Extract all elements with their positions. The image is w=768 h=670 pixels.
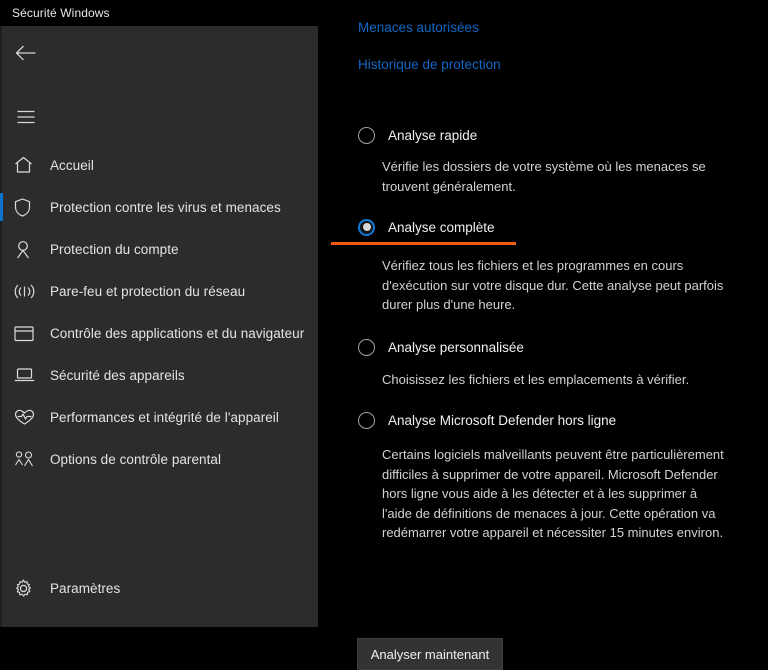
sidebar-item-device-performance-health[interactable] <box>0 396 318 438</box>
radio-button[interactable] <box>358 127 375 144</box>
link-protection-history[interactable]: Historique de protection <box>358 57 501 72</box>
window-icon <box>14 325 44 342</box>
scan-option-header[interactable] <box>318 122 768 148</box>
sidebar-item-label: Protection contre les virus et menaces <box>50 199 281 215</box>
heart-pulse-icon <box>14 409 44 426</box>
sidebar-item-device-security[interactable] <box>0 354 318 396</box>
sidebar-item-label: Sécurité des appareils <box>50 367 185 383</box>
back-button[interactable] <box>6 36 46 70</box>
selection-accent <box>0 574 3 602</box>
sidebar-item-virus-threat-protection[interactable] <box>0 186 318 228</box>
family-icon <box>14 450 44 468</box>
sidebar-item-app-browser-control[interactable] <box>0 312 318 354</box>
radio-button[interactable] <box>358 339 375 356</box>
sidebar-item-label: Protection du compte <box>50 241 179 257</box>
scan-option-label: Analyse rapide <box>388 127 478 143</box>
sidebar-item-label: Options de contrôle parental <box>50 451 222 467</box>
sidebar-item-account-protection[interactable] <box>0 228 318 270</box>
selection-accent <box>0 193 3 221</box>
scan-option-offline[interactable] <box>318 407 768 543</box>
selection-accent <box>0 361 3 389</box>
link-allowed-threats[interactable]: Menaces autorisées <box>358 20 479 35</box>
laptop-icon <box>14 367 44 383</box>
selection-accent <box>0 319 3 347</box>
selection-accent <box>0 277 3 305</box>
selection-accent <box>0 151 3 179</box>
sidebar-bottom <box>0 567 318 609</box>
hamburger-menu-icon <box>17 110 35 124</box>
sidebar <box>0 26 318 627</box>
scan-option-header[interactable] <box>318 214 768 240</box>
sidebar-item-label: Contrôle des applications et du navigateur <box>50 325 305 341</box>
hamburger-menu-button[interactable] <box>6 100 46 134</box>
sidebar-item-family-options[interactable] <box>0 438 318 480</box>
scan-option-header[interactable] <box>318 407 768 433</box>
gear-icon <box>14 579 44 598</box>
scan-option-custom[interactable] <box>318 335 768 390</box>
scan-option-description: Vérifiez tous les fichiers et les programmes en cours d'exécution sur votre disque dur. Cette analyse peut parfois durer plus d'une heure. <box>382 258 724 312</box>
sidebar-nav-list <box>0 144 318 480</box>
highlight-underline <box>331 242 516 245</box>
scan-option-full[interactable] <box>318 214 768 315</box>
sidebar-item-label: Paramètres <box>50 580 121 596</box>
wifi-icon <box>14 283 44 300</box>
scan-option-quick[interactable] <box>318 122 768 196</box>
sidebar-item-label: Pare-feu et protection du réseau <box>50 283 246 299</box>
radio-button[interactable] <box>358 412 375 429</box>
selection-accent <box>0 403 3 431</box>
selection-accent <box>0 235 3 263</box>
back-arrow-icon <box>15 45 37 61</box>
scan-option-label: Analyse complète <box>388 219 495 235</box>
sidebar-item-home[interactable] <box>0 144 318 186</box>
scan-options-group <box>318 122 768 543</box>
scan-option-label: Analyse personnalisée <box>388 340 524 355</box>
scan-now-button[interactable]: Analyser maintenant <box>357 638 503 670</box>
sidebar-item-label: Accueil <box>50 157 94 173</box>
scan-option-description: Choisissez les fichiers et les emplacements à vérifier. <box>382 371 690 387</box>
scan-option-header[interactable] <box>318 335 768 361</box>
main-content <box>318 20 768 662</box>
shield-icon <box>14 198 44 217</box>
selection-accent <box>0 445 3 473</box>
sidebar-item-settings[interactable] <box>0 567 318 609</box>
sidebar-item-firewall-network[interactable] <box>0 270 318 312</box>
person-icon <box>14 240 44 259</box>
scan-option-description: Certains logiciels malveillants peuvent être particulièrement difficiles à supprimer de votre appareil. Microsoft Defender hors ligne vous aide à les détecter et à les supprimer à l'aide de définitions de menaces à jour. Cette opération va redémarrer votre appareil et nécessiter 15 minutes environ. <box>382 447 724 540</box>
sidebar-item-label: Performances et intégrité de l'appareil <box>50 409 279 425</box>
scan-option-description: Vérifie les dossiers de votre système où les menaces se trouvent généralement. <box>382 159 706 194</box>
radio-button[interactable] <box>358 219 375 236</box>
home-icon <box>14 156 44 174</box>
window-title: Sécurité Windows <box>12 6 110 20</box>
scan-option-label: Analyse Microsoft Defender hors ligne <box>388 412 617 428</box>
